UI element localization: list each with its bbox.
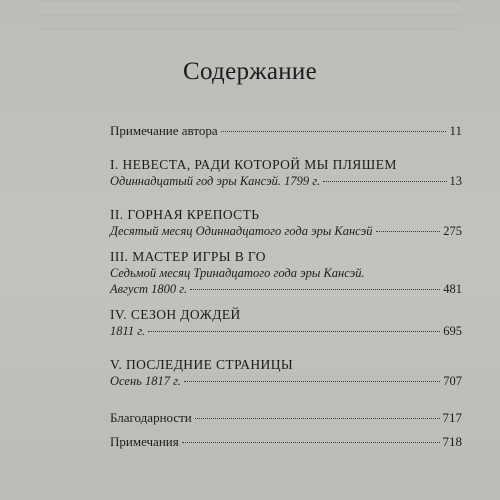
- part-subtitle: Десятый месяц Одиннадцатого года эры Кансэй: [110, 224, 373, 238]
- toc-part-2: [110, 207, 462, 239]
- dot-leader: [184, 381, 440, 382]
- toc-page-number: 718: [442, 434, 462, 449]
- part-subtitle: 1811 г.: [110, 324, 146, 338]
- toc-entry-author-note: [110, 123, 462, 139]
- part-heading: III. МАСТЕР ИГРЫ В ГО: [110, 249, 266, 264]
- part-subtitle: Август 1800 г.: [110, 282, 188, 296]
- dot-leader: [376, 231, 441, 232]
- toc-page-number: 707: [443, 374, 462, 388]
- dot-leader: [190, 289, 440, 290]
- part-heading: IV. СЕЗОН ДОЖДЕЙ: [110, 307, 241, 322]
- toc-part-4: [110, 307, 462, 339]
- toc-page-number: 695: [443, 324, 462, 338]
- dot-leader: [323, 181, 446, 182]
- part-heading: V. ПОСЛЕДНИЕ СТРАНИЦЫ: [110, 357, 294, 372]
- part-subtitle-row: [110, 173, 462, 189]
- part-subtitle: Седьмой месяц Тринадцатого года эры Кансэй.: [110, 266, 365, 280]
- bleed-through-text: [40, 0, 460, 40]
- page-title: Содержание: [183, 58, 317, 85]
- part-subtitle: Одиннадцатый год эры Кансэй. 1799 г.: [110, 174, 321, 188]
- toc-part-1: [110, 157, 462, 189]
- part-subtitle-row: [110, 373, 462, 389]
- toc-entry-label: Благодарности: [110, 410, 192, 425]
- toc-page-number: 275: [443, 224, 462, 238]
- toc-entry-notes: [110, 434, 462, 450]
- toc-entry-label: Примечания: [110, 434, 179, 449]
- toc-page-number: 11: [449, 123, 462, 138]
- part-heading: II. ГОРНАЯ КРЕПОСТЬ: [110, 207, 260, 222]
- dot-leader: [221, 131, 447, 132]
- dot-leader: [182, 442, 440, 443]
- toc-entry-label: Примечание автора: [110, 123, 218, 138]
- toc-part-3: [110, 249, 462, 297]
- dot-leader: [195, 418, 440, 419]
- part-heading: I. НЕВЕСТА, РАДИ КОТОРОЙ МЫ ПЛЯШЕМ: [110, 157, 397, 172]
- part-subtitle-row: [110, 323, 462, 339]
- part-subtitle: Осень 1817 г.: [110, 374, 181, 388]
- part-subtitle-row: [110, 281, 462, 297]
- toc-page-number: 13: [449, 174, 462, 188]
- toc-page-number: 717: [442, 410, 462, 425]
- toc-page-number: 481: [443, 282, 462, 296]
- toc-entry-acknowledgements: [110, 410, 462, 426]
- dot-leader: [148, 331, 440, 332]
- toc-part-5: [110, 357, 462, 389]
- part-subtitle-row: [110, 223, 462, 239]
